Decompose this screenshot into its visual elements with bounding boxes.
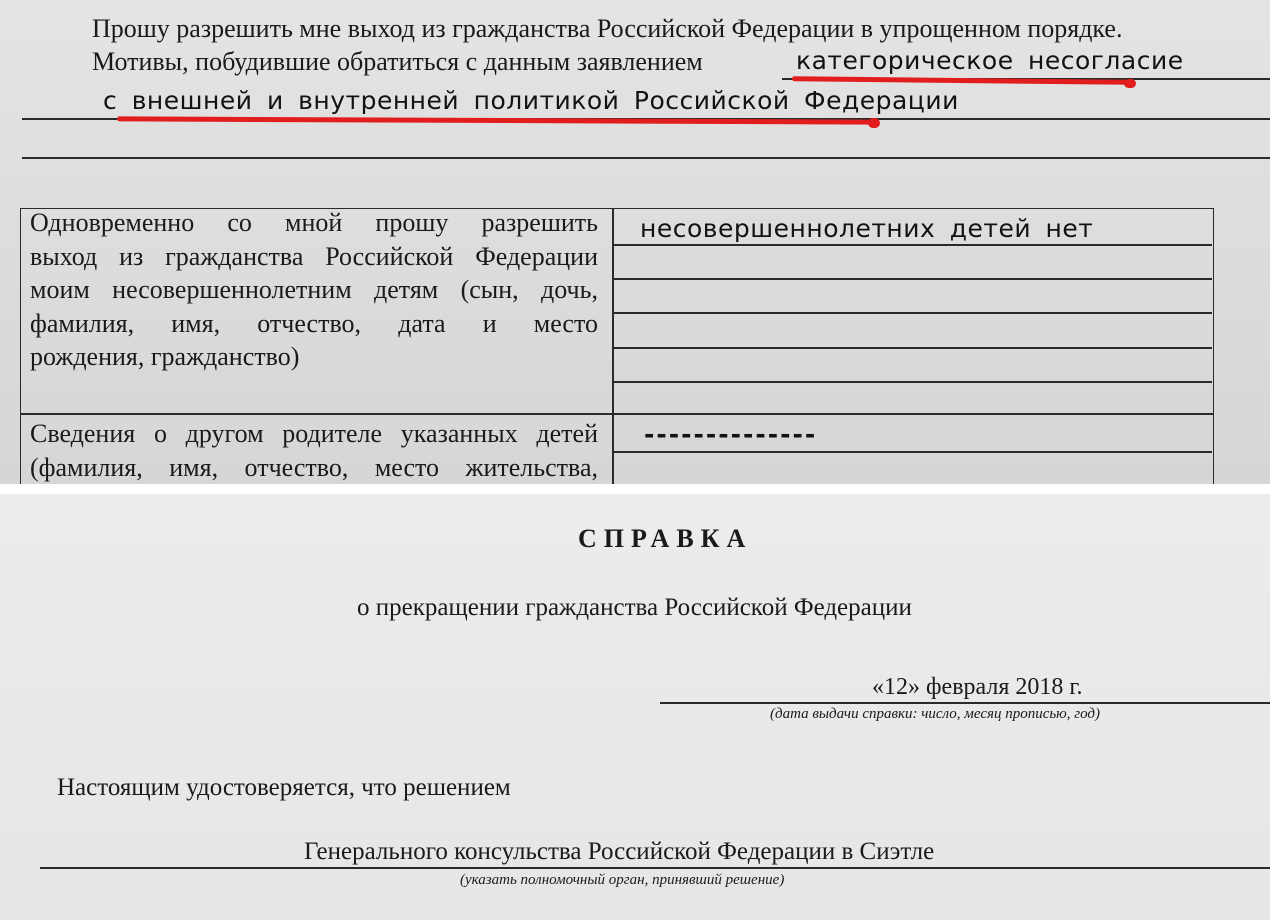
- children-row-line: [612, 278, 1212, 280]
- red-underline-2-end: [868, 118, 880, 128]
- children-label-line: фамилия, имя, отчество, дата и место: [30, 308, 598, 338]
- motives-handwritten-line-1: категорическое несогласие: [796, 46, 1184, 75]
- children-label: [30, 206, 598, 374]
- parent-label: [30, 417, 598, 484]
- children-value: несовершеннолетних детей нет: [640, 214, 1094, 243]
- issue-date-caption: (дата выдачи справки: число, месяц прописью, год): [770, 706, 1100, 722]
- motives-fill-line-3: [22, 157, 1270, 159]
- authority-caption: (указать полномочный орган, принявший решение): [460, 872, 785, 888]
- children-label-line: рождения, гражданство): [30, 342, 300, 371]
- motives-label: Мотивы, побудившие обратиться с данным заявлением: [92, 47, 703, 76]
- children-label-line: Одновременно со мной прошу разрешить: [30, 208, 598, 237]
- application-intro-line: Прошу разрешить мне выход из гражданства Российской Федерации в упрощенном порядке.: [92, 14, 1123, 43]
- red-underline-1-end: [1124, 79, 1136, 88]
- certificate-title: СПРАВКА: [578, 524, 753, 553]
- table-row-divider: [20, 413, 1213, 415]
- children-row-line: [612, 347, 1212, 349]
- parent-label-line: Сведения о другом родителе указанных детей: [30, 419, 598, 448]
- children-row-line: [612, 381, 1212, 383]
- certificate-statement: Настоящим удостоверяется, что решением: [57, 774, 511, 801]
- certificate-photo: [0, 494, 1270, 920]
- children-row-line: [612, 244, 1212, 246]
- children-label-line: выход из гражданства Российской Федерации: [30, 241, 598, 271]
- children-row-line: [612, 312, 1212, 314]
- children-label-line: моим несовершеннолетним детям (сын, дочь,: [30, 275, 598, 304]
- parent-value-dashes: --------------: [644, 420, 818, 449]
- authority-value: Генерального консульства Российской Федерации в Сиэтле: [304, 838, 935, 865]
- authority-line: [40, 867, 1270, 869]
- issue-date-line: [660, 702, 1270, 704]
- parent-label-line: (фамилия, имя, отчество, место жительства,: [30, 452, 598, 482]
- parent-row-line: [612, 451, 1212, 453]
- motives-handwritten-line-2: с внешней и внутренней политикой Российской Федерации: [103, 86, 959, 115]
- table-column-divider: [612, 208, 614, 484]
- certificate-subtitle: о прекращении гражданства Российской Федерации: [357, 594, 912, 621]
- issue-date: «12» февраля 2018 г.: [872, 674, 1083, 700]
